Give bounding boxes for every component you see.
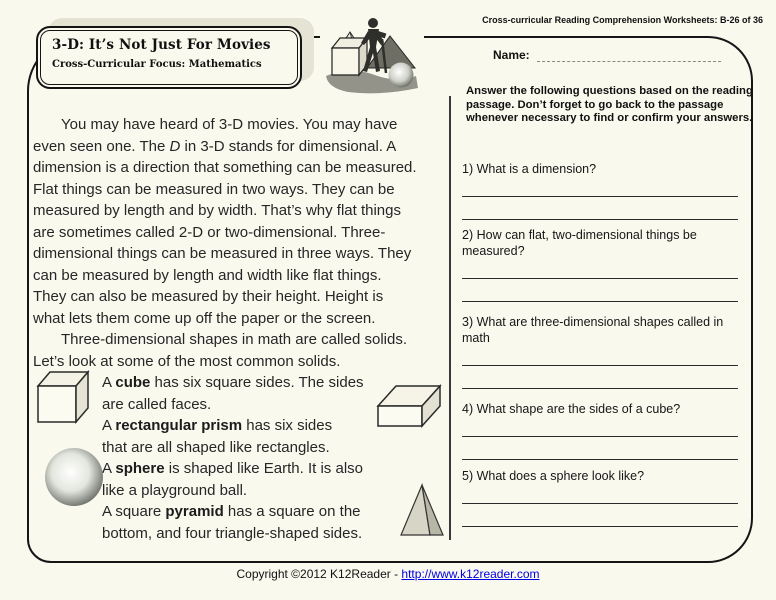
questions-instructions: Answer the following questions based on the reading passage. Don’t forget to go back to the passage whenever necessary to find or confirm your answers. — [466, 85, 753, 124]
cube-icon — [36, 370, 92, 429]
question-1-label: 1) What is a dimension? — [462, 162, 597, 176]
k12reader-link[interactable]: http://www.k12reader.com — [401, 567, 540, 581]
question-3-label: 3) What are three-dimensional shapes called in math — [462, 315, 724, 345]
worksheet-title: 3-D: It’s Not Just For Movies — [52, 37, 271, 53]
copyright-text: Copyright ©2012 K12Reader - — [236, 567, 402, 581]
answer-line[interactable] — [462, 388, 738, 389]
question-3 — [462, 314, 740, 389]
shape-description-cube: A cube has six square sides. The sides — [102, 374, 364, 391]
passage-line: Let’s look at some of the most common solids. — [33, 352, 341, 370]
answer-line[interactable] — [462, 365, 738, 366]
shape-description-prism-2: that are all shaped like rectangles. — [102, 438, 330, 456]
answer-line[interactable] — [462, 503, 738, 504]
answer-line[interactable] — [462, 436, 738, 437]
name-field — [493, 48, 721, 62]
answer-line[interactable] — [462, 301, 738, 302]
passage-line: even seen one. The D in 3-D stands for dimensional. A — [33, 137, 397, 155]
question-1 — [462, 161, 740, 220]
shape-description-sphere-2: like a playground ball. — [102, 481, 248, 499]
passage-line: Three-dimensional shapes in math are called solids. — [61, 331, 408, 348]
question-4 — [462, 401, 740, 460]
worksheet-subtitle: Cross-Curricular Focus: Mathematics — [52, 59, 262, 70]
sculptor-shapes-illustration — [320, 12, 424, 98]
title-box — [36, 26, 302, 89]
passage-line: They can also be measured by their height. Height is — [33, 288, 384, 305]
question-5 — [462, 468, 740, 527]
name-input-line[interactable] — [537, 48, 721, 62]
question-2 — [462, 227, 740, 302]
sculptor-shapes-illustration-svg — [320, 12, 424, 98]
passage-line: are sometimes called 2-D or two-dimensional. Three- — [33, 223, 386, 241]
footer — [0, 567, 776, 581]
passage-line: Flat things can be measured in two ways. They can be — [33, 180, 395, 198]
passage-line: measured by length and by width. That’s why flat things — [33, 202, 401, 219]
passage-line: what lets them come up off the paper or the screen. — [33, 309, 376, 327]
question-4-label: 4) What shape are the sides of a cube? — [462, 402, 681, 416]
answer-line[interactable] — [462, 219, 738, 220]
shape-description-pyramid: A square pyramid has a square on the — [102, 503, 361, 520]
answer-line[interactable] — [462, 526, 738, 527]
shape-description-pyramid-2: bottom, and four triangle-shaped sides. — [102, 524, 363, 542]
worksheet-series-label: Cross-curricular Reading Comprehension Worksheets: B-26 of 36 — [482, 15, 763, 25]
passage-line: dimension is a direction that something can be measured. — [33, 159, 417, 176]
passage-line: You may have heard of 3-D movies. You may have — [61, 116, 398, 133]
name-label: Name: — [493, 48, 530, 62]
shape-description-sphere: A sphere is shaped like Earth. It is also — [102, 460, 363, 477]
italic-d: D — [169, 137, 181, 155]
answer-line[interactable] — [462, 196, 738, 197]
shape-description-cube-2: are called faces. — [102, 395, 212, 413]
answer-line[interactable] — [462, 459, 738, 460]
pyramid-icon — [399, 483, 445, 542]
answer-line[interactable] — [462, 278, 738, 279]
question-2-label: 2) How can flat, two-dimensional things be measured? — [462, 228, 697, 258]
rectangular-prism-icon — [376, 380, 442, 433]
shape-description-prism: A rectangular prism has six sides — [102, 417, 333, 434]
passage-line: dimensional things can be measured in three ways. They — [33, 245, 412, 262]
question-5-label: 5) What does a sphere look like? — [462, 469, 645, 483]
sphere-icon — [43, 446, 105, 513]
passage-line: can be measured by length and width like flat things. — [33, 266, 382, 284]
